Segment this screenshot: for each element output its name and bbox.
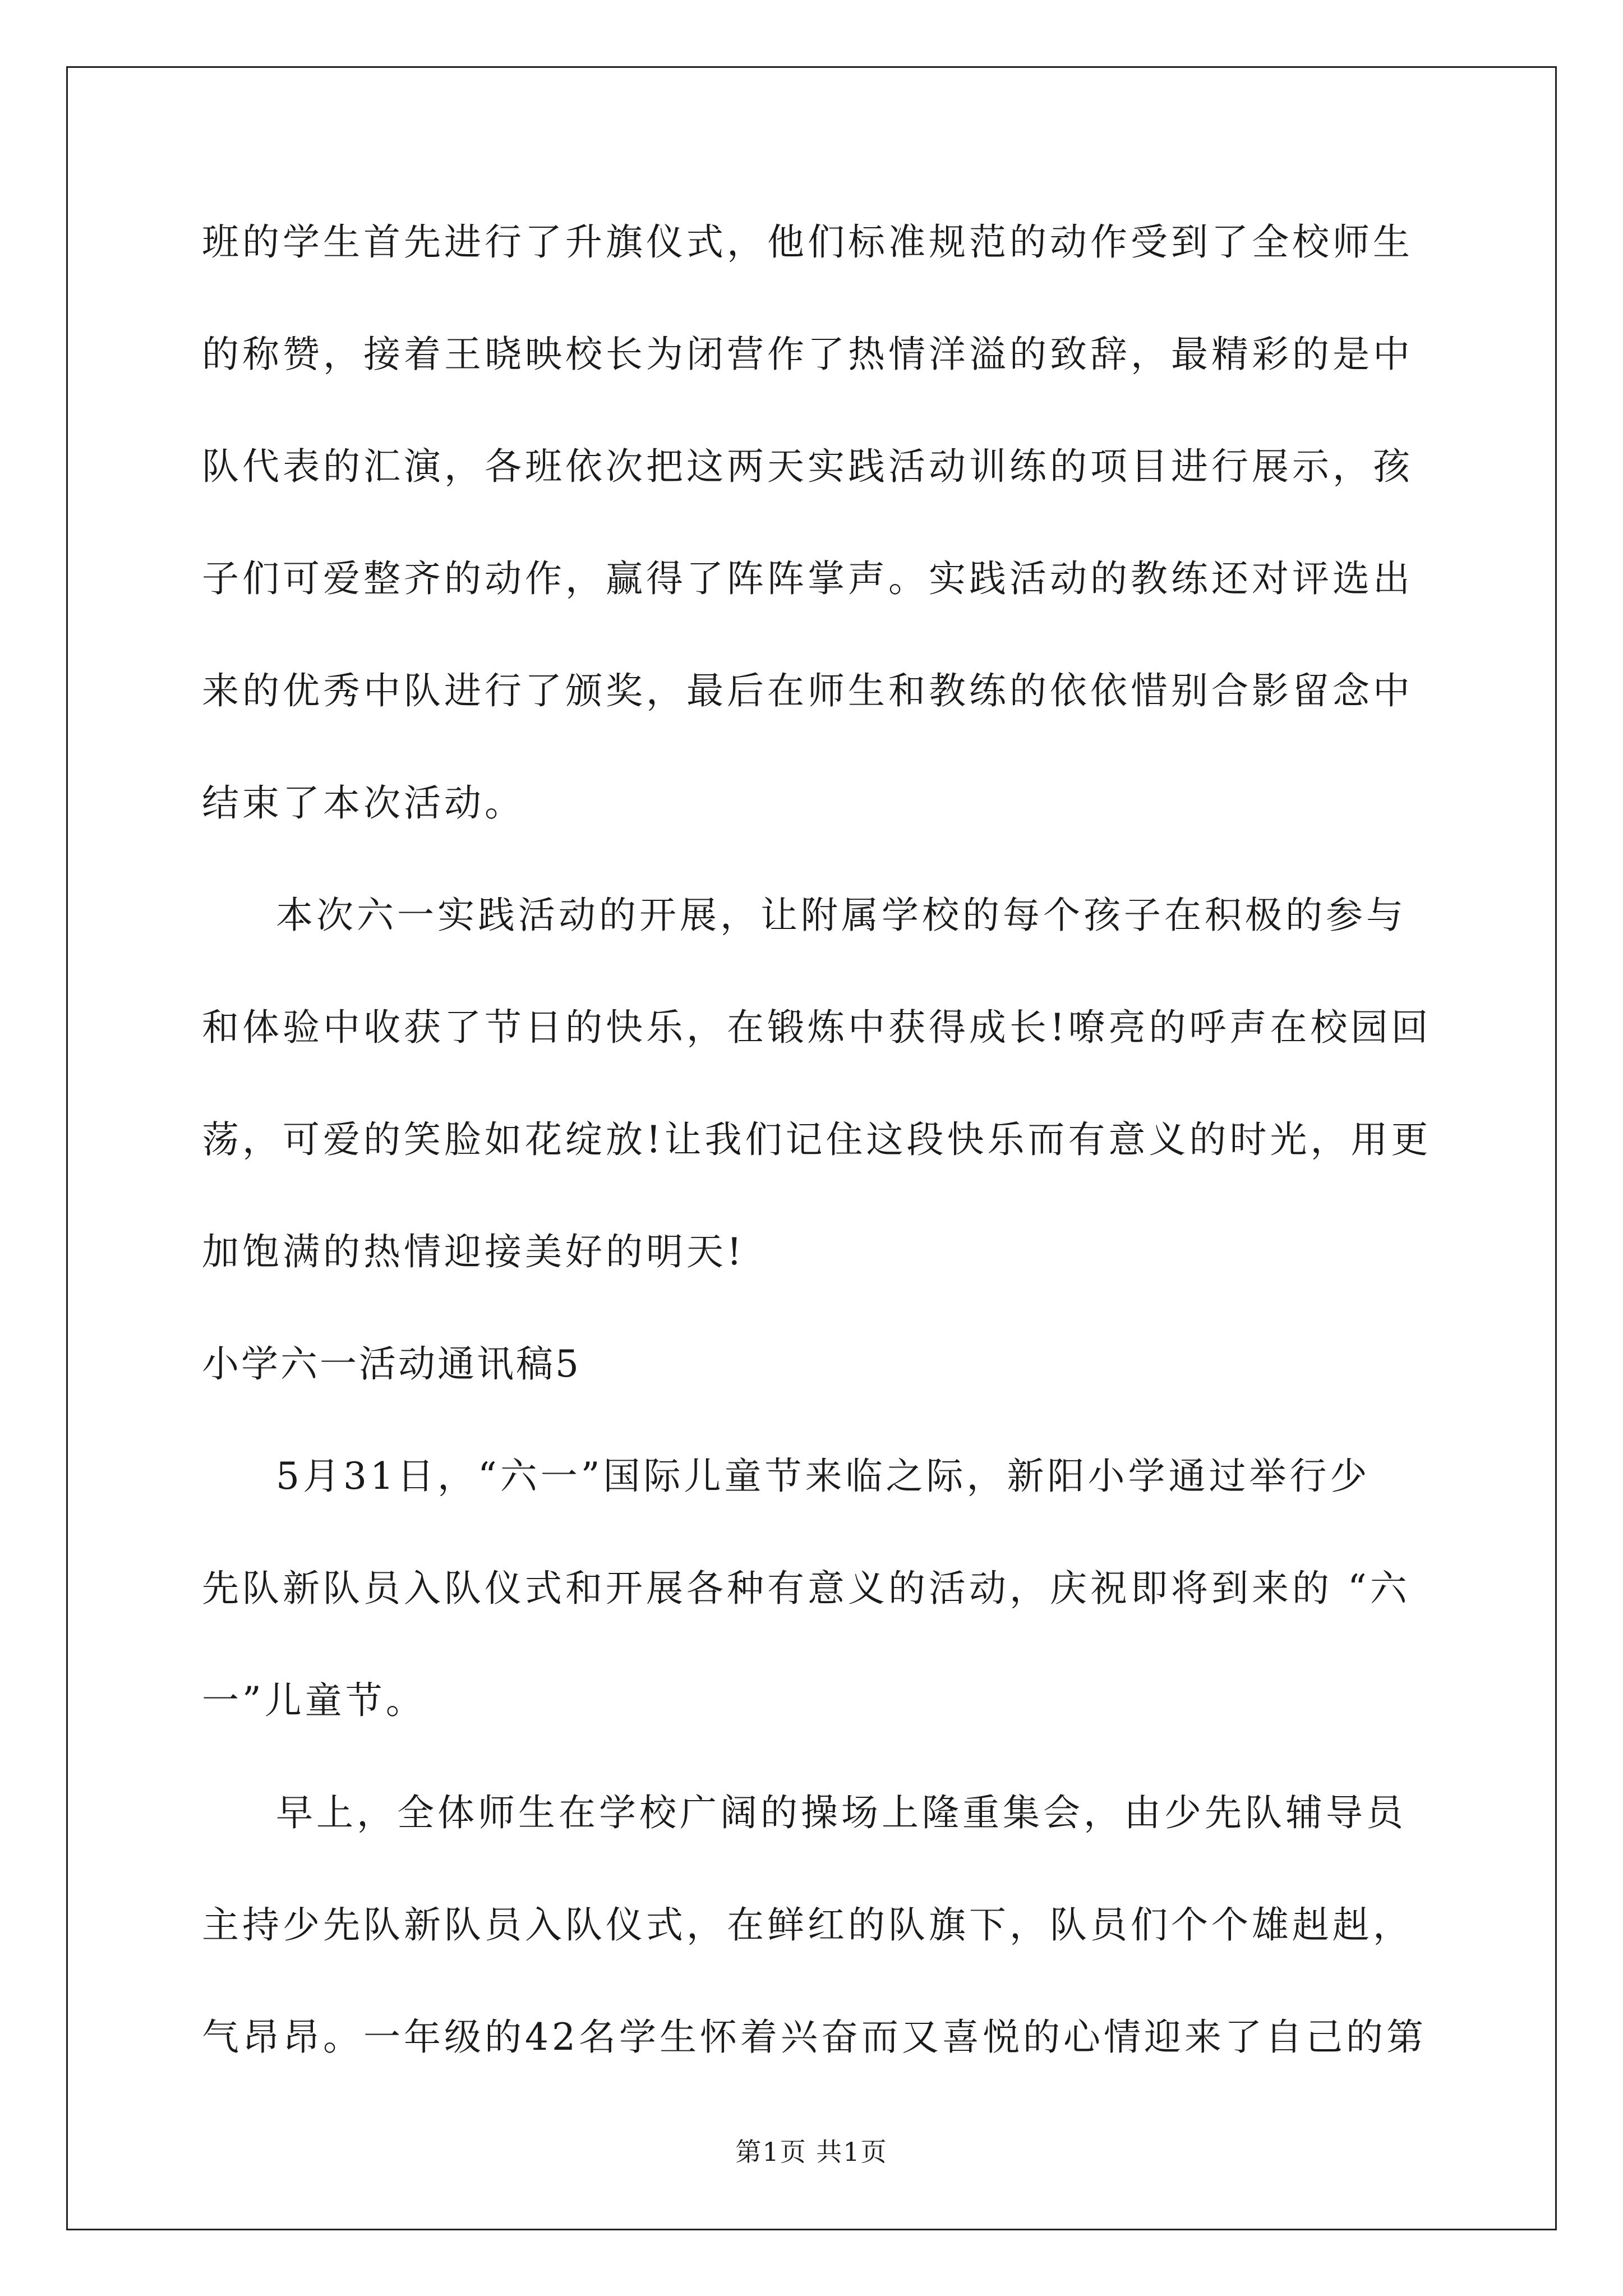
text-line: 先队新队员入队仪式和开展各种有意义的活动，庆祝即将到来的 “六 [202, 1567, 1410, 1610]
text-line: 子们可爱整齐的动作，赢得了阵阵掌声。实践活动的教练还对评选出 [202, 557, 1413, 600]
page-footer: 第1页 共1页 [735, 2137, 888, 2167]
text-line: 和体验中收获了节日的快乐，在锻炼中获得成长!嘹亮的呼声在校园回 [202, 1006, 1432, 1049]
text-line: 气昂昂。一年级的42名学生怀着兴奋而又喜悦的心情迎来了自己的第 [202, 2016, 1427, 2059]
text-line: 一”儿童节。 [202, 1679, 426, 1722]
text-line: 荡，可爱的笑脸如花绽放!让我们记住这段快乐而有意义的时光，用更 [202, 1118, 1432, 1161]
text-line: 来的优秀中队进行了颁奖，最后在师生和教练的依依惜别合影留念中 [202, 669, 1413, 712]
text-line: 班的学生首先进行了升旗仪式，他们标准规范的动作受到了全校师生 [202, 220, 1413, 264]
text-line: 主持少先队新队员入队仪式，在鲜红的队旗下，队员们个个雄赳赳， [202, 1903, 1413, 1947]
text-line: 加饱满的热情迎接美好的明天! [202, 1230, 745, 1273]
text-line: 的称赞，接着王晓映校长为闭营作了热情洋溢的致辞，最精彩的是中 [202, 333, 1413, 376]
document-body [202, 209, 1430, 2116]
paragraph-start-line: 本次六一实践活动的开展，让附属学校的每个孩子在积极的参与 [276, 894, 1407, 937]
paragraph-start-line: 5月31日，“六一”国际儿童节来临之际，新阳小学通过举行少 [276, 1455, 1371, 1498]
text-line: 结束了本次活动。 [202, 781, 525, 825]
text-line: 队代表的汇演，各班依次把这两天实践活动训练的项目进行展示，孩 [202, 445, 1413, 488]
section-heading: 小学六一活动通讯稿5 [202, 1342, 581, 1386]
paragraph-start-line: 早上，全体师生在学校广阔的操场上隆重集会，由少先队辅导员 [276, 1791, 1407, 1834]
